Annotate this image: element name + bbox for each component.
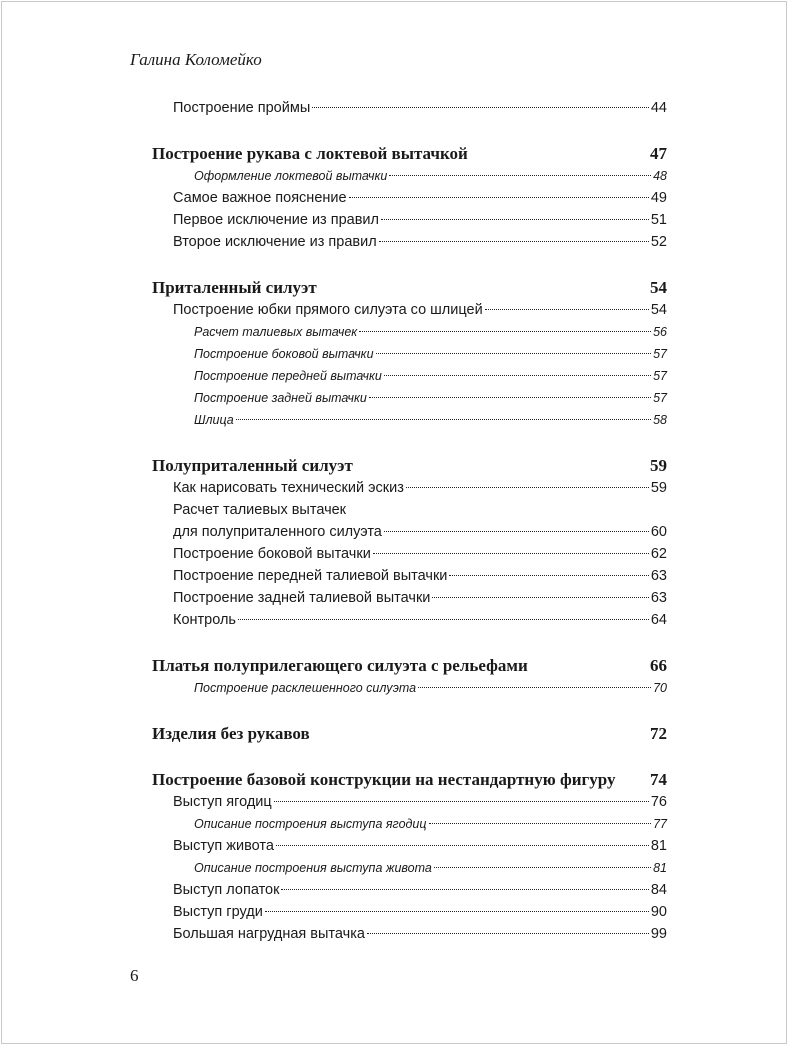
toc-entry-title: Приталенный силуэт [152,278,317,297]
toc-entry-page: 63 [650,590,667,606]
toc-entry-page: 48 [653,169,667,183]
toc-entry-page: 60 [650,524,667,540]
toc-entry-page: 74 [650,770,667,789]
toc-section[interactable] [152,923,667,945]
toc-entry-page: 77 [653,817,667,831]
toc-entry-page: 62 [650,546,667,562]
toc-entry-page: 84 [650,882,667,898]
section-gap [152,699,667,723]
dot-leader [384,531,649,532]
dot-leader [367,933,649,934]
toc-entry-page: 51 [650,212,667,228]
toc-entry-title: Описание построения выступа живота [194,861,432,875]
dot-leader [381,219,649,220]
toc-subsection[interactable] [152,857,667,879]
toc-subsection[interactable] [152,387,667,409]
toc-entry-title: Второе исключение из правил [173,234,377,250]
dot-leader [434,867,651,868]
toc-entry-title: Расчет талиевых вытачек [173,502,347,518]
toc-subsection[interactable] [152,343,667,365]
dot-leader [312,107,649,108]
toc-entry-title: Построение базовой конструкции на нестандартную фигуру [152,770,616,789]
dot-leader [406,487,649,488]
table-of-contents [152,97,667,945]
toc-entry-page: 81 [653,861,667,875]
toc-entry-page: 54 [650,278,667,297]
dot-leader [376,353,652,354]
toc-entry-page: 57 [653,391,667,405]
section-gap [152,745,667,769]
toc-chapter[interactable] [152,143,667,165]
toc-subsection[interactable] [152,321,667,343]
toc-entry-title: Выступ лопаток [173,882,280,898]
toc-entry-page: 52 [650,234,667,250]
dot-leader [449,575,648,576]
toc-entry-title: Построение передней талиевой вытачки [173,568,448,584]
toc-entry-title: Как нарисовать технический эскиз [173,480,404,496]
toc-entry-page: 99 [650,926,667,942]
toc-entry-page: 64 [650,612,667,628]
toc-chapter[interactable] [152,655,667,677]
toc-entry-title: Построение проймы [173,100,311,116]
dot-leader [384,375,651,376]
section-gap [152,253,667,277]
toc-entry-title: Изделия без рукавов [152,724,310,743]
toc-entry-title: Построение боковой вытачки [194,347,374,361]
toc-subsection[interactable] [152,365,667,387]
toc-entry-title: Самое важное пояснение [173,190,347,206]
dot-leader [373,553,649,554]
toc-entry-title: Контроль [173,612,236,628]
toc-section[interactable] [152,587,667,609]
toc-section[interactable] [152,565,667,587]
toc-entry-title: Выступ живота [173,838,274,854]
toc-entry-title: Построение задней вытачки [194,391,367,405]
toc-entry-title: Шлица [194,413,234,427]
toc-chapter[interactable] [152,769,667,791]
dot-leader [359,331,651,332]
toc-subsection[interactable] [152,409,667,431]
toc-subsection[interactable] [152,677,667,699]
dot-leader [274,801,649,802]
section-gap [152,119,667,143]
toc-entry-page: 76 [650,794,667,810]
toc-entry-page: 47 [650,144,667,163]
toc-entry-page: 57 [653,347,667,361]
toc-entry-title: Построение рукава с локтевой вытачкой [152,144,468,163]
toc-section[interactable] [152,97,667,119]
toc-section[interactable] [152,187,667,209]
toc-entry-title: Полуприталенный силуэт [152,456,353,475]
dot-leader [236,419,651,420]
toc-entry-page: 90 [650,904,667,920]
toc-section[interactable] [152,521,667,543]
dot-leader [265,911,649,912]
dot-leader [238,619,649,620]
toc-entry-page: 70 [653,681,667,695]
toc-entry-page: 81 [650,838,667,854]
toc-entry-page: 59 [650,456,667,475]
toc-section[interactable] [152,543,667,565]
dot-leader [432,597,648,598]
dot-leader [369,397,651,398]
dot-leader [379,241,649,242]
toc-entry-title: Построение юбки прямого силуэта со шлицей [173,302,483,318]
toc-entry-page: 66 [650,656,667,675]
toc-entry-page: 49 [650,190,667,206]
toc-entry-page: 56 [653,325,667,339]
toc-entry-title: Первое исключение из правил [173,212,379,228]
toc-section[interactable] [152,209,667,231]
toc-section[interactable] [152,791,667,813]
toc-entry-title: Выступ груди [173,904,263,920]
toc-entry-page: 72 [650,724,667,743]
toc-section[interactable] [152,879,667,901]
running-head: Галина Коломейко [130,50,262,69]
toc-entry-page: 63 [650,568,667,584]
toc-section[interactable] [152,609,667,631]
toc-section[interactable] [152,835,667,857]
toc-entry-title: Выступ ягодиц [173,794,272,810]
toc-chapter[interactable] [152,455,667,477]
page-number: 6 [130,966,139,985]
toc-entry-title: Большая нагрудная вытачка [173,926,365,942]
dot-leader [418,687,651,688]
toc-entry-title: Расчет талиевых вытачек [194,325,358,339]
toc-section[interactable] [152,901,667,923]
dot-leader [349,197,649,198]
dot-leader [281,889,648,890]
toc-subsection[interactable] [152,813,667,835]
dot-leader [389,175,651,176]
toc-entry-page: 59 [650,480,667,496]
toc-section[interactable] [152,477,667,499]
toc-entry-title: Построение расклешенного силуэта [194,681,417,695]
toc-entry-page: 44 [650,100,667,116]
toc-entry-title: Построение задней талиевой вытачки [173,590,431,606]
toc-entry-page: 58 [653,413,667,427]
dot-leader [485,309,649,310]
toc-chapter[interactable] [152,723,667,745]
toc-entry-title: Оформление локтевой вытачки [194,169,388,183]
dot-leader [276,845,649,846]
toc-entry-title: Построение боковой вытачки [173,546,371,562]
toc-entry-title: Платья полуприлегающего силуэта с рельефами [152,656,528,675]
toc-subsection[interactable] [152,165,667,187]
toc-chapter[interactable] [152,277,667,299]
toc-section[interactable] [152,299,667,321]
toc-entry-page: 57 [653,369,667,383]
toc-entry-title: Построение передней вытачки [194,369,382,383]
toc-section[interactable] [152,499,667,521]
toc-entry-title: Описание построения выступа ягодиц [194,817,427,831]
section-gap [152,431,667,455]
toc-entry-page: 54 [650,302,667,318]
dot-leader [429,823,652,824]
toc-section[interactable] [152,231,667,253]
section-gap [152,631,667,655]
toc-entry-title: для полуприталенного силуэта [173,524,382,540]
